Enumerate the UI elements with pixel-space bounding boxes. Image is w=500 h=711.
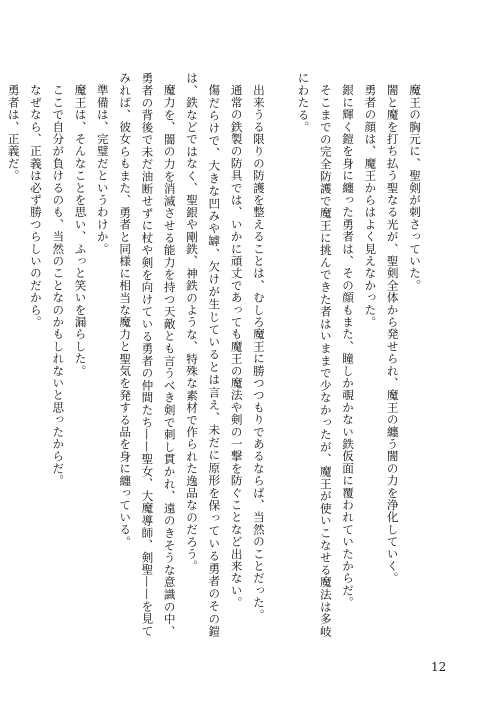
paragraph: ここで自分が負けるのも、当然のことなのかもしれないと思ったからだ。: [51, 83, 66, 487]
paragraph: 銀に輝く鎧を身に纏った勇者は、その顔もまた、瞳しか覗かない鉄仮面に覆われていたからだ。: [341, 83, 356, 609]
paragraph: 魔王は、そんなことを思い、ふっと笑いを漏らした。: [73, 83, 88, 377]
blank-line: [270, 72, 292, 73]
paragraph: なぜなら、正義は必ず勝つらしいのだから。: [28, 83, 43, 328]
paragraph: 通常の鉄製の防具では、いかに頑丈であっても魔王の魔法や剣の一撃を防ぐことなど出来ない。: [229, 83, 244, 609]
paragraph: 準備は、完璧だというわけか。: [95, 83, 110, 255]
paragraph: 傷だらけで、大きな凹みや罅、欠けが生じているとは言え、未だに原形を保っている勇者のその鎧は、鉄などではなく、聖銀や剛鉄、神鉄のような、特殊な素材で作られた逸品なのだろう。: [185, 72, 222, 637]
paragraph: 勇者は、正義だ。: [6, 83, 21, 182]
vertical-text-body: [2, 72, 426, 637]
paragraph: そこまでの完全防護で魔王に挑んできた者はいままで少なかったが、魔王が使いこなせる魔法は多岐にわたる。: [296, 72, 333, 637]
paragraph: 魔力を、闇の力を消滅させる能力を持つ天敵とも言うべき剣で刺し貫かれ、遠のきそうな意識の中、勇者の背後で未だ油断せずに杖や剣を向けている勇者の仲間たち——聖女、大魔導師、剣聖——を見てみれば、彼女らもまた、勇者と同様に相当な魔力と聖気を発する品を身に纏っている。: [118, 72, 177, 637]
paragraph: 闇と魔を打ち払う聖なる光が、聖剣全体から発せられ、魔王の纏う闇の力を浄化していく。: [385, 83, 400, 584]
paragraph: 魔王の胸元に、聖剣が刺さっていた。: [408, 83, 422, 291]
page-number: 12: [431, 660, 447, 674]
paragraph: 勇者の顔は、魔王からはよく見えなかった。: [363, 83, 378, 328]
paragraph: 出来うる限りの防護を整えることは、むしろ魔王に勝つつもりであるならば、当然のことだった。: [251, 83, 266, 621]
